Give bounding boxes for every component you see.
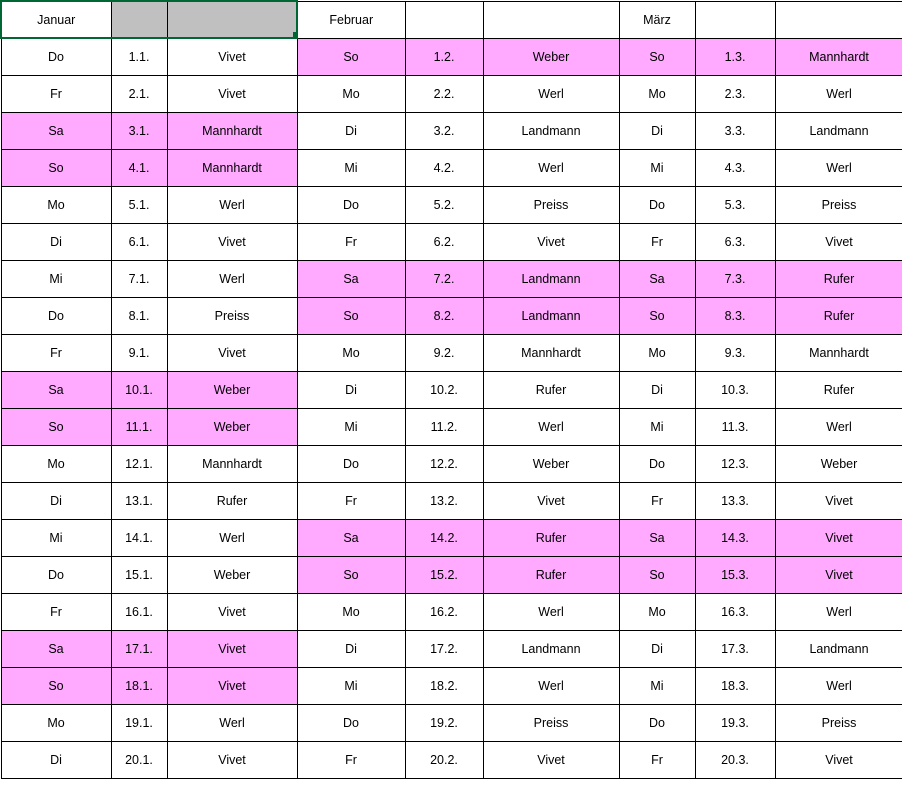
table-row (1, 371, 902, 408)
march-date-cell[interactable]: 18.3. (695, 667, 775, 704)
january-day-cell[interactable]: Fr (1, 593, 111, 630)
table-row (1, 445, 902, 482)
february-day-cell[interactable]: Mo (297, 75, 405, 112)
january-name-cell[interactable]: Vivet (167, 75, 297, 112)
january-name-cell[interactable]: Mannhardt (167, 112, 297, 149)
march-day-cell[interactable]: Mo (619, 75, 695, 112)
march-name-cell[interactable]: Werl (775, 75, 902, 112)
january-date-cell[interactable]: 16.1. (111, 593, 167, 630)
february-name-cell[interactable]: Rufer (483, 556, 619, 593)
march-date-cell[interactable]: 10.3. (695, 371, 775, 408)
february-name-cell[interactable]: Vivet (483, 223, 619, 260)
february-day-cell[interactable]: Di (297, 630, 405, 667)
january-name-cell[interactable]: Vivet (167, 593, 297, 630)
january-day-cell[interactable]: Di (1, 482, 111, 519)
table-row (1, 38, 902, 75)
march-date-cell[interactable]: 20.3. (695, 741, 775, 778)
february-name-cell[interactable]: Landmann (483, 630, 619, 667)
january-date-cell[interactable]: 11.1. (111, 408, 167, 445)
february-name-cell[interactable]: Weber (483, 38, 619, 75)
february-date-cell[interactable]: 1.2. (405, 38, 483, 75)
march-day-cell[interactable]: Do (619, 704, 695, 741)
february-name-cell[interactable]: Vivet (483, 482, 619, 519)
march-name-cell[interactable]: Vivet (775, 519, 902, 556)
january-day-cell[interactable]: Mi (1, 260, 111, 297)
february-name-cell[interactable]: Landmann (483, 112, 619, 149)
march-day-cell[interactable]: Fr (619, 223, 695, 260)
header-february-date-col[interactable] (405, 1, 483, 38)
february-day-cell[interactable]: Fr (297, 482, 405, 519)
january-day-cell[interactable]: Mi (1, 519, 111, 556)
march-name-cell[interactable]: Werl (775, 593, 902, 630)
january-day-cell[interactable]: Sa (1, 112, 111, 149)
february-name-cell[interactable]: Rufer (483, 519, 619, 556)
table-row (1, 593, 902, 630)
february-day-cell[interactable]: Mi (297, 149, 405, 186)
march-day-cell[interactable]: Di (619, 112, 695, 149)
january-date-cell[interactable]: 8.1. (111, 297, 167, 334)
january-name-cell[interactable]: Werl (167, 704, 297, 741)
february-name-cell[interactable]: Weber (483, 445, 619, 482)
january-name-cell[interactable]: Mannhardt (167, 149, 297, 186)
march-day-cell[interactable]: So (619, 556, 695, 593)
february-day-cell[interactable]: Di (297, 371, 405, 408)
march-date-cell[interactable]: 12.3. (695, 445, 775, 482)
january-date-cell[interactable]: 7.1. (111, 260, 167, 297)
january-date-cell[interactable]: 18.1. (111, 667, 167, 704)
march-name-cell[interactable]: Landmann (775, 112, 902, 149)
february-day-cell[interactable]: Mo (297, 593, 405, 630)
january-date-cell[interactable]: 6.1. (111, 223, 167, 260)
march-date-cell[interactable]: 8.3. (695, 297, 775, 334)
march-name-cell[interactable]: Vivet (775, 556, 902, 593)
table-row (1, 741, 902, 778)
january-date-cell[interactable]: 13.1. (111, 482, 167, 519)
february-day-cell[interactable]: So (297, 297, 405, 334)
header-month-january[interactable]: Januar (1, 1, 111, 38)
header-month-march[interactable]: März (619, 1, 695, 38)
selection-fill-handle[interactable] (293, 32, 298, 37)
january-day-cell[interactable]: Fr (1, 334, 111, 371)
january-date-cell[interactable]: 5.1. (111, 186, 167, 223)
february-date-cell[interactable]: 17.2. (405, 630, 483, 667)
march-date-cell[interactable]: 16.3. (695, 593, 775, 630)
january-day-cell[interactable]: Mo (1, 445, 111, 482)
february-day-cell[interactable]: Mi (297, 667, 405, 704)
february-date-cell[interactable]: 14.2. (405, 519, 483, 556)
february-name-cell[interactable]: Preiss (483, 186, 619, 223)
table-row (1, 334, 902, 371)
january-date-cell[interactable]: 12.1. (111, 445, 167, 482)
january-name-cell[interactable]: Vivet (167, 38, 297, 75)
march-date-cell[interactable]: 7.3. (695, 260, 775, 297)
february-date-cell[interactable]: 8.2. (405, 297, 483, 334)
january-day-cell[interactable]: Sa (1, 371, 111, 408)
february-day-cell[interactable]: So (297, 38, 405, 75)
table-row (1, 630, 902, 667)
february-day-cell[interactable]: Sa (297, 260, 405, 297)
march-name-cell[interactable]: Mannhardt (775, 38, 902, 75)
march-name-cell[interactable]: Mannhardt (775, 334, 902, 371)
january-date-cell[interactable]: 17.1. (111, 630, 167, 667)
january-name-cell[interactable]: Vivet (167, 630, 297, 667)
february-name-cell[interactable]: Werl (483, 593, 619, 630)
march-name-cell[interactable]: Werl (775, 149, 902, 186)
march-name-cell[interactable]: Werl (775, 408, 902, 445)
header-march-name-col[interactable] (775, 1, 902, 38)
january-date-cell[interactable]: 4.1. (111, 149, 167, 186)
march-date-cell[interactable]: 9.3. (695, 334, 775, 371)
january-name-cell[interactable]: Rufer (167, 482, 297, 519)
january-date-cell[interactable]: 9.1. (111, 334, 167, 371)
march-day-cell[interactable]: Mi (619, 149, 695, 186)
march-name-cell[interactable]: Werl (775, 667, 902, 704)
january-name-cell[interactable]: Werl (167, 519, 297, 556)
february-date-cell[interactable]: 10.2. (405, 371, 483, 408)
february-date-cell[interactable]: 11.2. (405, 408, 483, 445)
march-date-cell[interactable]: 19.3. (695, 704, 775, 741)
january-name-cell[interactable]: Mannhardt (167, 445, 297, 482)
table-row (1, 519, 902, 556)
february-date-cell[interactable]: 6.2. (405, 223, 483, 260)
february-date-cell[interactable]: 2.2. (405, 75, 483, 112)
february-date-cell[interactable]: 19.2. (405, 704, 483, 741)
march-name-cell[interactable]: Rufer (775, 297, 902, 334)
march-date-cell[interactable]: 3.3. (695, 112, 775, 149)
january-day-cell[interactable]: Mo (1, 704, 111, 741)
february-day-cell[interactable]: Mi (297, 408, 405, 445)
january-day-cell[interactable]: Do (1, 556, 111, 593)
march-date-cell[interactable]: 2.3. (695, 75, 775, 112)
march-date-cell[interactable]: 6.3. (695, 223, 775, 260)
header-row (1, 1, 902, 38)
january-name-cell[interactable]: Vivet (167, 741, 297, 778)
january-name-cell[interactable]: Weber (167, 408, 297, 445)
february-day-cell[interactable]: Sa (297, 519, 405, 556)
january-date-cell[interactable]: 19.1. (111, 704, 167, 741)
february-date-cell[interactable]: 15.2. (405, 556, 483, 593)
march-day-cell[interactable]: Do (619, 186, 695, 223)
march-day-cell[interactable]: Mo (619, 593, 695, 630)
march-day-cell[interactable]: Sa (619, 519, 695, 556)
february-date-cell[interactable]: 13.2. (405, 482, 483, 519)
header-january-date-col[interactable] (111, 1, 167, 38)
february-name-cell[interactable]: Preiss (483, 704, 619, 741)
january-day-cell[interactable]: Do (1, 297, 111, 334)
header-february-name-col[interactable] (483, 1, 619, 38)
march-name-cell[interactable]: Vivet (775, 223, 902, 260)
february-date-cell[interactable]: 9.2. (405, 334, 483, 371)
march-name-cell[interactable]: Preiss (775, 704, 902, 741)
january-name-cell[interactable]: Vivet (167, 334, 297, 371)
february-name-cell[interactable]: Werl (483, 75, 619, 112)
february-name-cell[interactable]: Rufer (483, 371, 619, 408)
february-name-cell[interactable]: Mannhardt (483, 334, 619, 371)
march-name-cell[interactable]: Preiss (775, 186, 902, 223)
february-day-cell[interactable]: Di (297, 112, 405, 149)
january-date-cell[interactable]: 3.1. (111, 112, 167, 149)
january-day-cell[interactable]: Fr (1, 75, 111, 112)
march-date-cell[interactable]: 5.3. (695, 186, 775, 223)
march-day-cell[interactable]: Fr (619, 741, 695, 778)
table-header (1, 1, 902, 38)
january-day-cell[interactable]: Sa (1, 630, 111, 667)
january-date-cell[interactable]: 15.1. (111, 556, 167, 593)
header-january-name-col[interactable] (167, 1, 297, 38)
january-name-cell[interactable]: Weber (167, 556, 297, 593)
table-row (1, 112, 902, 149)
january-day-cell[interactable]: Di (1, 223, 111, 260)
february-date-cell[interactable]: 12.2. (405, 445, 483, 482)
march-name-cell[interactable]: Landmann (775, 630, 902, 667)
february-date-cell[interactable]: 18.2. (405, 667, 483, 704)
february-day-cell[interactable]: Do (297, 186, 405, 223)
january-day-cell[interactable]: Mo (1, 186, 111, 223)
february-day-cell[interactable]: Mo (297, 334, 405, 371)
table-row (1, 482, 902, 519)
february-date-cell[interactable]: 16.2. (405, 593, 483, 630)
january-name-cell[interactable]: Werl (167, 186, 297, 223)
march-name-cell[interactable]: Vivet (775, 482, 902, 519)
january-date-cell[interactable]: 20.1. (111, 741, 167, 778)
february-day-cell[interactable]: Fr (297, 223, 405, 260)
march-day-cell[interactable]: So (619, 297, 695, 334)
table-row (1, 260, 902, 297)
january-name-cell[interactable]: Preiss (167, 297, 297, 334)
march-date-cell[interactable]: 13.3. (695, 482, 775, 519)
march-day-cell[interactable]: Di (619, 630, 695, 667)
table-row (1, 223, 902, 260)
february-date-cell[interactable]: 20.2. (405, 741, 483, 778)
march-date-cell[interactable]: 14.3. (695, 519, 775, 556)
table-row (1, 186, 902, 223)
february-date-cell[interactable]: 4.2. (405, 149, 483, 186)
march-day-cell[interactable]: Di (619, 371, 695, 408)
table-row (1, 297, 902, 334)
january-name-cell[interactable]: Vivet (167, 223, 297, 260)
january-date-cell[interactable]: 2.1. (111, 75, 167, 112)
march-name-cell[interactable]: Rufer (775, 371, 902, 408)
table-row (1, 556, 902, 593)
january-day-cell[interactable]: Do (1, 38, 111, 75)
january-date-cell[interactable]: 10.1. (111, 371, 167, 408)
header-month-february[interactable]: Februar (297, 1, 405, 38)
table-row (1, 75, 902, 112)
table-row (1, 704, 902, 741)
march-date-cell[interactable]: 17.3. (695, 630, 775, 667)
february-day-cell[interactable]: Do (297, 445, 405, 482)
january-day-cell[interactable]: So (1, 408, 111, 445)
january-date-cell[interactable]: 14.1. (111, 519, 167, 556)
march-date-cell[interactable]: 11.3. (695, 408, 775, 445)
january-name-cell[interactable]: Vivet (167, 667, 297, 704)
march-date-cell[interactable]: 4.3. (695, 149, 775, 186)
february-name-cell[interactable]: Werl (483, 667, 619, 704)
march-day-cell[interactable]: Mi (619, 408, 695, 445)
january-name-cell[interactable]: Weber (167, 371, 297, 408)
february-date-cell[interactable]: 3.2. (405, 112, 483, 149)
january-day-cell[interactable]: Di (1, 741, 111, 778)
february-name-cell[interactable]: Werl (483, 149, 619, 186)
march-day-cell[interactable]: Do (619, 445, 695, 482)
table-row (1, 149, 902, 186)
table-row (1, 408, 902, 445)
february-name-cell[interactable]: Werl (483, 408, 619, 445)
february-name-cell[interactable]: Landmann (483, 260, 619, 297)
february-day-cell[interactable]: Do (297, 704, 405, 741)
march-day-cell[interactable]: Sa (619, 260, 695, 297)
february-date-cell[interactable]: 5.2. (405, 186, 483, 223)
january-day-cell[interactable]: So (1, 149, 111, 186)
january-date-cell[interactable]: 1.1. (111, 38, 167, 75)
february-day-cell[interactable]: Fr (297, 741, 405, 778)
february-name-cell[interactable]: Vivet (483, 741, 619, 778)
january-name-cell[interactable]: Werl (167, 260, 297, 297)
table-row (1, 667, 902, 704)
march-name-cell[interactable]: Vivet (775, 741, 902, 778)
march-name-cell[interactable]: Weber (775, 445, 902, 482)
march-date-cell[interactable]: 1.3. (695, 38, 775, 75)
march-day-cell[interactable]: Mo (619, 334, 695, 371)
february-name-cell[interactable]: Landmann (483, 297, 619, 334)
january-day-cell[interactable]: So (1, 667, 111, 704)
february-day-cell[interactable]: So (297, 556, 405, 593)
february-date-cell[interactable]: 7.2. (405, 260, 483, 297)
march-date-cell[interactable]: 15.3. (695, 556, 775, 593)
table-body (1, 38, 902, 778)
march-day-cell[interactable]: So (619, 38, 695, 75)
march-day-cell[interactable]: Fr (619, 482, 695, 519)
march-day-cell[interactable]: Mi (619, 667, 695, 704)
header-march-date-col[interactable] (695, 1, 775, 38)
march-name-cell[interactable]: Rufer (775, 260, 902, 297)
